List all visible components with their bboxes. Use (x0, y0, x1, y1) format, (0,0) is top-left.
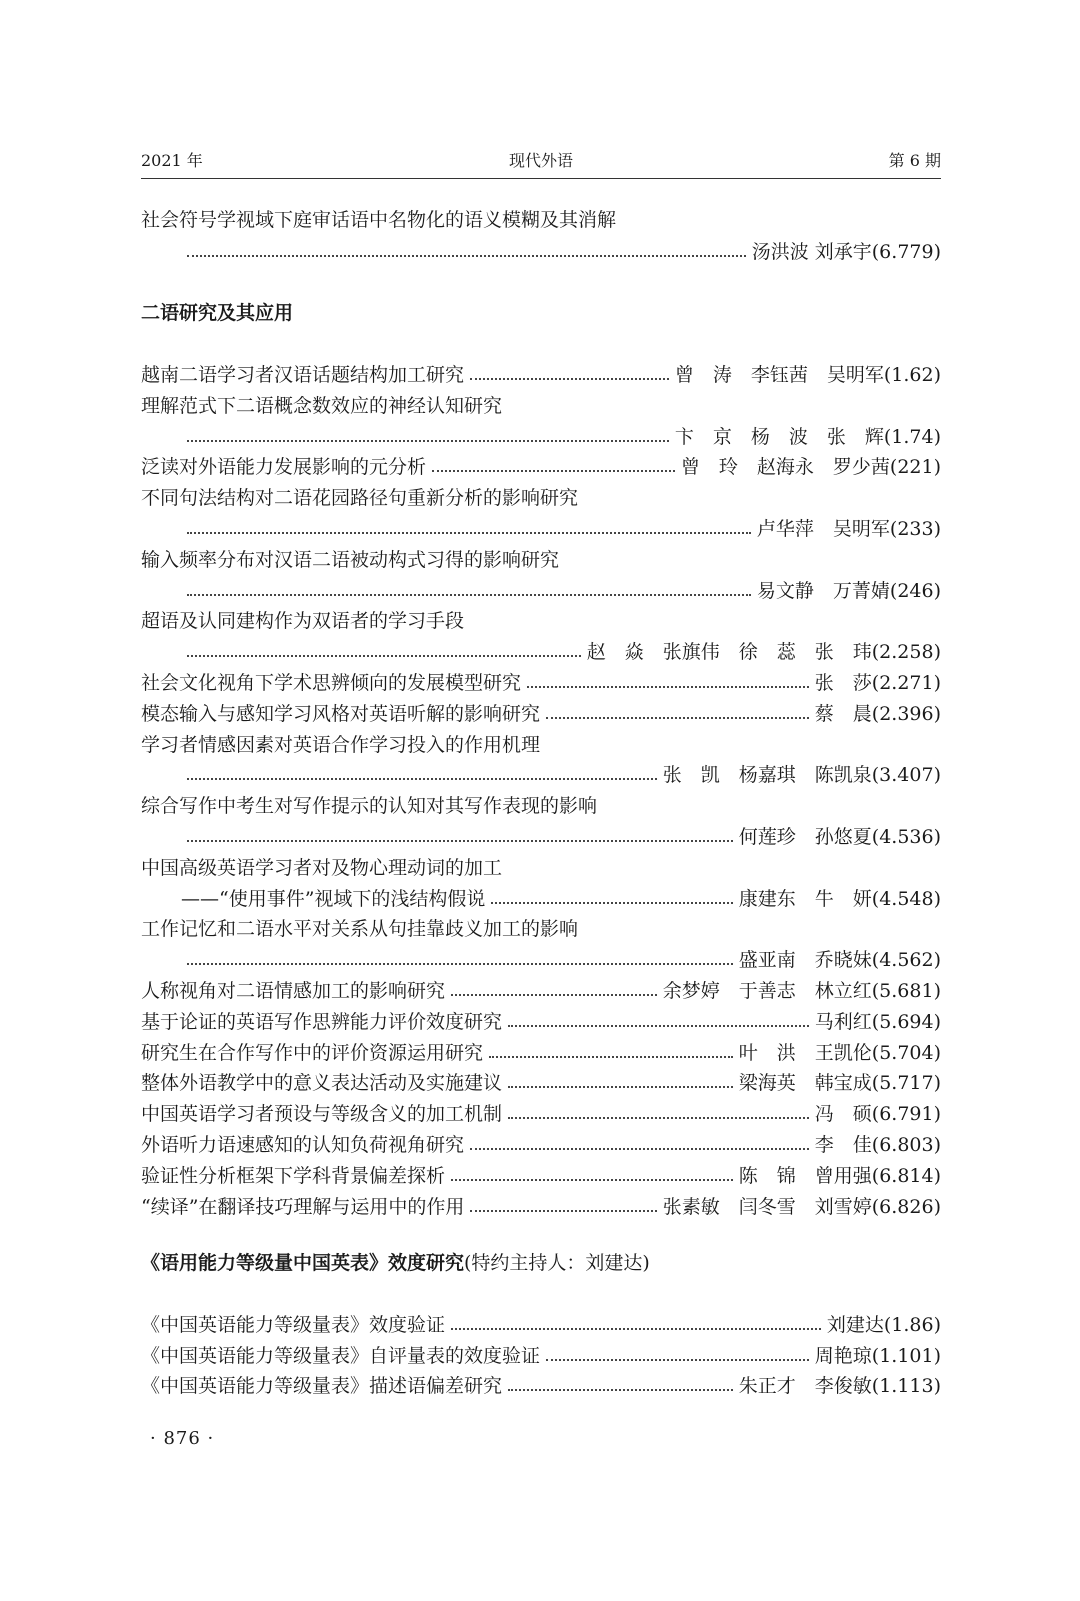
entry-title: 《中国英语能力等级量表》自评量表的效度验证 (141, 1344, 541, 1367)
dot-leader (491, 902, 732, 904)
toc-entry (141, 1192, 941, 1222)
toc-entry (141, 730, 941, 760)
entry-authors-page: 赵 焱 张旗伟 徐 蕊 张 玮(2.258) (586, 641, 941, 664)
entry-title: 外语听力语速感知的认知负荷视角研究 (141, 1134, 465, 1156)
dot-leader (187, 778, 657, 780)
dot-leader (470, 1148, 809, 1150)
entry-title: 输入频率分布对汉语二语被动构式习得的影响研究 (141, 548, 560, 571)
toc-entry (141, 1130, 941, 1160)
toc-entry (181, 514, 941, 544)
entry-title: 《中国英语能力等级量表》效度验证 (141, 1314, 446, 1336)
entry-authors-page: 卢华萍 吴明军(233) (756, 518, 941, 540)
entry-title: 社会文化视角下学术思辨倾向的发展模型研究 (141, 672, 522, 694)
dot-leader (470, 1210, 656, 1212)
dot-leader (508, 1389, 733, 1391)
dot-leader (187, 594, 751, 596)
toc-entry (141, 606, 941, 636)
dot-leader (187, 440, 669, 442)
header-issue: 第 6 期 (888, 151, 941, 170)
entry-authors-page: 朱正才 李俊敏(1.113) (738, 1375, 941, 1397)
entry-title: 不同句法结构对二语花园路径句重新分析的影响研究 (141, 487, 579, 510)
entry-title: 学习者情感因素对英语合作学习投入的作用机理 (141, 733, 541, 756)
entry-title: 研究生在合作写作中的评价资源运用研究 (141, 1041, 484, 1064)
entry-title: 人称视角对二语情感加工的影响研究 (141, 980, 446, 1002)
toc-entry (141, 699, 941, 729)
entry-authors-page: 曾 涛 李钰茜 吴明军(1.62) (674, 364, 941, 386)
toc-entry (181, 760, 941, 790)
dot-leader (187, 963, 733, 965)
toc-entry (141, 853, 941, 883)
entry-authors-page: 何莲珍 孙悠夏(4.536) (738, 826, 941, 848)
dot-leader (508, 1086, 733, 1088)
entry-authors-page: 汤洪波 刘承宇(6.779) (751, 241, 941, 263)
toc-entry (141, 1341, 941, 1371)
dot-leader (187, 840, 733, 842)
entry-title: “续译”在翻译技巧理解与运用中的作用 (141, 1195, 465, 1218)
entry-title: 基于论证的英语写作思辨能力评价效度研究 (141, 1010, 503, 1033)
entry-authors-page: 刘建达(1.86) (826, 1314, 941, 1336)
toc-entry (141, 391, 941, 421)
header-year: 2021 年 (141, 151, 203, 170)
toc-entry (141, 483, 941, 513)
section-title-l2: 二语研究及其应用 (141, 302, 294, 324)
toc-entry (141, 1007, 941, 1037)
entry-authors-page: 梁海英 韩宝成(5.717) (738, 1072, 941, 1095)
toc-entry (141, 1310, 941, 1340)
entry-title: 模态输入与感知学习风格对英语听解的影响研究 (141, 702, 541, 725)
entry-title: 综合写作中考生对写作提示的认知对其写作表现的影响 (141, 795, 598, 818)
entry-authors-page: 曾 玲 赵海永 罗少茜(221) (680, 456, 941, 479)
dot-leader (470, 378, 669, 380)
entry-authors-page: 陈 锦 曾用强(6.814) (738, 1164, 941, 1187)
dot-leader (527, 686, 809, 688)
toc-entry (141, 1161, 941, 1191)
entry-title: 泛读对外语能力发展影响的元分析 (141, 456, 427, 479)
page-number: · 876 · (150, 1428, 215, 1449)
entry-title: 中国英语学习者预设与等级含义的加工机制 (141, 1103, 503, 1126)
entry-authors-page: 易文静 万菁婧(246) (756, 579, 941, 602)
dot-leader (508, 1117, 809, 1119)
entry-title: 越南二语学习者汉语话题结构加工研究 (141, 364, 465, 386)
toc-entry (181, 576, 941, 606)
toc-entry (141, 545, 941, 575)
toc-entry (141, 976, 941, 1006)
dot-leader (187, 532, 751, 534)
dot-leader (489, 1056, 733, 1058)
dot-leader (546, 1359, 809, 1361)
entry-title: 验证性分析框架下学科背景偏差探析 (141, 1164, 446, 1187)
entry-authors-page: 余梦婷 于善志 林立红(5.681) (662, 980, 941, 1002)
entry-title: 《中国英语能力等级量表》描述语偏差研究 (141, 1375, 503, 1397)
entry-authors-page: 张 凯 杨嘉琪 陈凯泉(3.407) (662, 764, 941, 787)
entry-title: 超语及认同建构作为双语者的学习手段 (141, 610, 465, 633)
dot-leader (432, 470, 675, 472)
toc-entry (181, 884, 941, 914)
entry-authors-page: 康建东 牛 妍(4.548) (738, 887, 941, 910)
toc-entry (141, 205, 941, 235)
toc-entry (181, 822, 941, 852)
entry-authors-page: 冯 硕(6.791) (814, 1103, 941, 1126)
entry-authors-page: 张 莎(2.271) (814, 672, 941, 694)
entry-title: 社会符号学视域下庭审话语中名物化的语义模糊及其消解 (141, 209, 617, 231)
entry-title: 理解范式下二语概念数效应的神经认知研究 (141, 394, 503, 417)
toc-entry (141, 360, 941, 390)
dot-leader (451, 1328, 821, 1330)
entry-authors-page: 马利红(5.694) (814, 1010, 941, 1033)
dot-leader (187, 255, 746, 257)
toc-entry (181, 637, 941, 667)
toc-entry (141, 791, 941, 821)
entry-title: 整体外语教学中的意义表达活动及实施建议 (141, 1072, 503, 1095)
toc-entry (141, 452, 941, 482)
dot-leader (451, 1179, 733, 1181)
entry-title: 工作记忆和二语水平对关系从句挂靠歧义加工的影响 (141, 918, 579, 941)
entry-authors-page: 叶 洪 王凯伦(5.704) (738, 1041, 941, 1064)
toc-entry (141, 1371, 941, 1401)
toc-entry (141, 1068, 941, 1098)
entry-authors-page: 蔡 晨(2.396) (814, 702, 941, 725)
entry-title: 中国高级英语学习者对及物心理动词的加工 (141, 856, 503, 879)
toc-entry (141, 914, 941, 944)
section-title-scale: 《语用能力等级量中国英表》效度研究(特约主持人：刘建达) (141, 1252, 650, 1274)
section-subtitle: (特约主持人：刘建达) (464, 1252, 650, 1274)
dot-leader (187, 655, 581, 657)
entry-authors-page: 卞 京 杨 波 张 辉(1.74) (674, 425, 941, 448)
entry-authors-page: 周艳琼(1.101) (814, 1344, 941, 1367)
entry-authors-page: 李 佳(6.803) (814, 1134, 941, 1156)
toc-entry (181, 237, 941, 267)
dot-leader (451, 994, 657, 996)
toc-entry (141, 668, 941, 698)
entry-authors-page: 张素敏 闫冬雪 刘雪婷(6.826) (662, 1195, 941, 1218)
toc-entry (181, 945, 941, 975)
toc-entry (141, 1038, 941, 1068)
entry-authors-page: 盛亚南 乔晓妹(4.562) (738, 949, 941, 972)
running-header (141, 142, 941, 179)
dot-leader (546, 717, 809, 719)
entry-title: ——“使用事件”视域下的浅结构假说 (181, 887, 486, 910)
header-journal: 现代外语 (508, 151, 573, 170)
toc-entry (141, 1099, 941, 1129)
toc-entry (181, 422, 941, 452)
dot-leader (508, 1025, 809, 1027)
